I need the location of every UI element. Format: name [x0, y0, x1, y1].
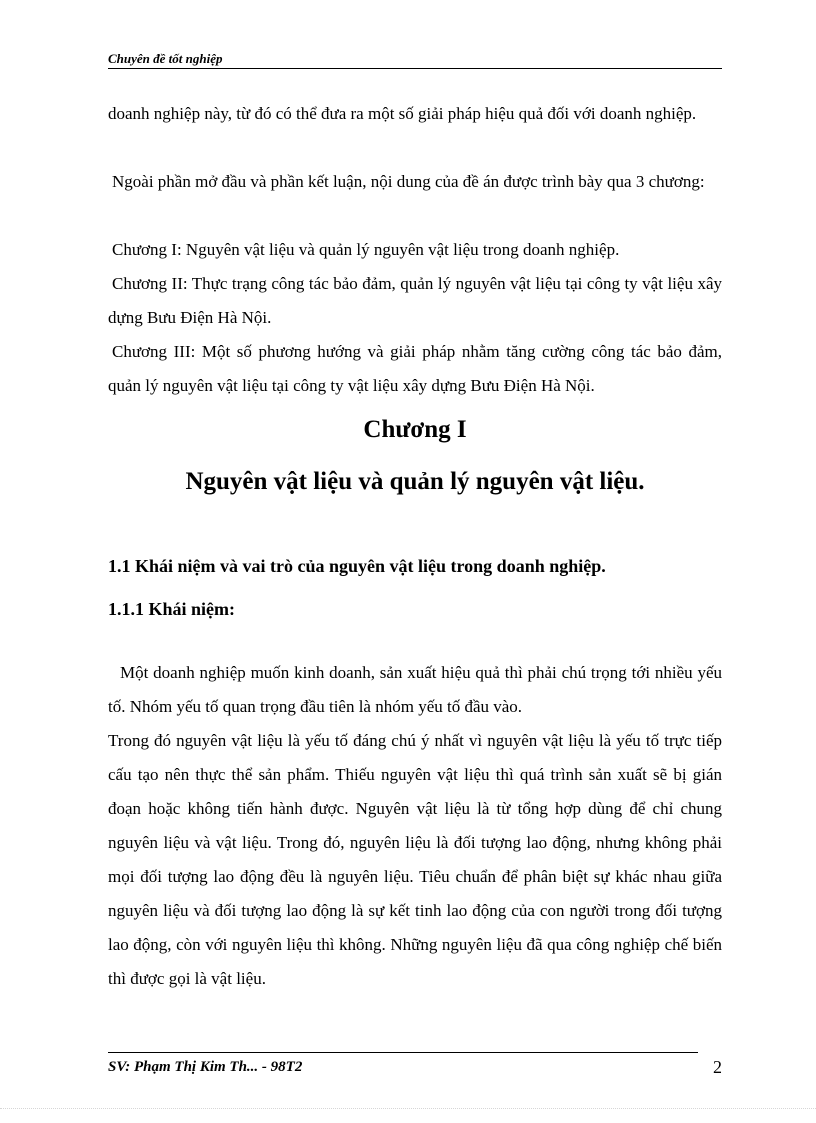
- body-paragraph-2: Trong đó nguyên vật liệu là yếu tố đáng chú ý nhất vì nguyên vật liệu là yếu tố trực tiếp cấu tạo nên thực thể sản phẩm. Thiếu nguyên vật liệu thì quá trình sản xuất sẽ bị gián đoạn hoặc không tiến hành được. Nguyên vật liệu là từ tổng hợp dùng để chỉ chung nguyên liệu và vật liệu. Trong đó, nguyên liệu là đối tượng lao động, nhưng không phải mọi đối tượng lao động đều là nguyên liệu. Tiêu chuẩn để phân biệt sự khác nhau giữa nguyên liệu và đối tượng lao động là sự kết tinh lao động của con người trong đối tượng lao động, còn với nguyên liệu thì không. Những nguyên liệu đã qua công nghiệp chế biến thì được gọi là vật liệu.: [108, 731, 722, 988]
- footer-author: SV: Phạm Thị Kim Th... - 98T2: [108, 1059, 303, 1075]
- chapter-list-item-2: Chương II: Thực trạng công tác bảo đảm, quản lý nguyên vật liệu tại công ty vật liệu xây dựng Bưu Điện Hà Nội.: [108, 274, 722, 327]
- body-paragraph-1: Một doanh nghiệp muốn kinh doanh, sản xuất hiệu quả thì phải chú trọng tới nhiều yếu tố. Nhóm yếu tố quan trọng đầu tiên là nhóm yếu tố đầu vào.: [108, 663, 722, 716]
- chapter-title-heading: Nguyên vật liệu và quản lý nguyên vật liệu.: [185, 468, 645, 495]
- intro-paragraph-2: Ngoài phần mở đầu và phần kết luận, nội dung của đề án được trình bày qua 3 chương:: [112, 172, 705, 191]
- chapter-number-heading: Chương I: [363, 416, 467, 443]
- section-heading-1-1: 1.1 Khái niệm và vai trò của nguyên vật liệu trong doanh nghiệp.: [108, 556, 606, 576]
- running-header: Chuyên đề tốt nghiệp: [108, 50, 722, 69]
- section-heading-1-1-1: 1.1.1 Khái niệm:: [108, 599, 236, 619]
- chapter-list-item-3: Chương III: Một số phương hướng và giải pháp nhằm tăng cường công tác bảo đảm, quản lý nguyên vật liệu tại công ty vật liệu xây dựng Bưu Điện Hà Nội.: [108, 342, 722, 395]
- page-number: 2: [713, 1057, 722, 1077]
- footer-divider: [108, 1052, 698, 1053]
- chapter-list-item-1: Chương I: Nguyên vật liệu và quản lý nguyên vật liệu trong doanh nghiệp.: [112, 240, 620, 259]
- page-edge-divider: [0, 1108, 816, 1109]
- intro-paragraph-1: doanh nghiệp này, từ đó có thể đưa ra một số giải pháp hiệu quả đối với doanh nghiệp.: [108, 104, 697, 123]
